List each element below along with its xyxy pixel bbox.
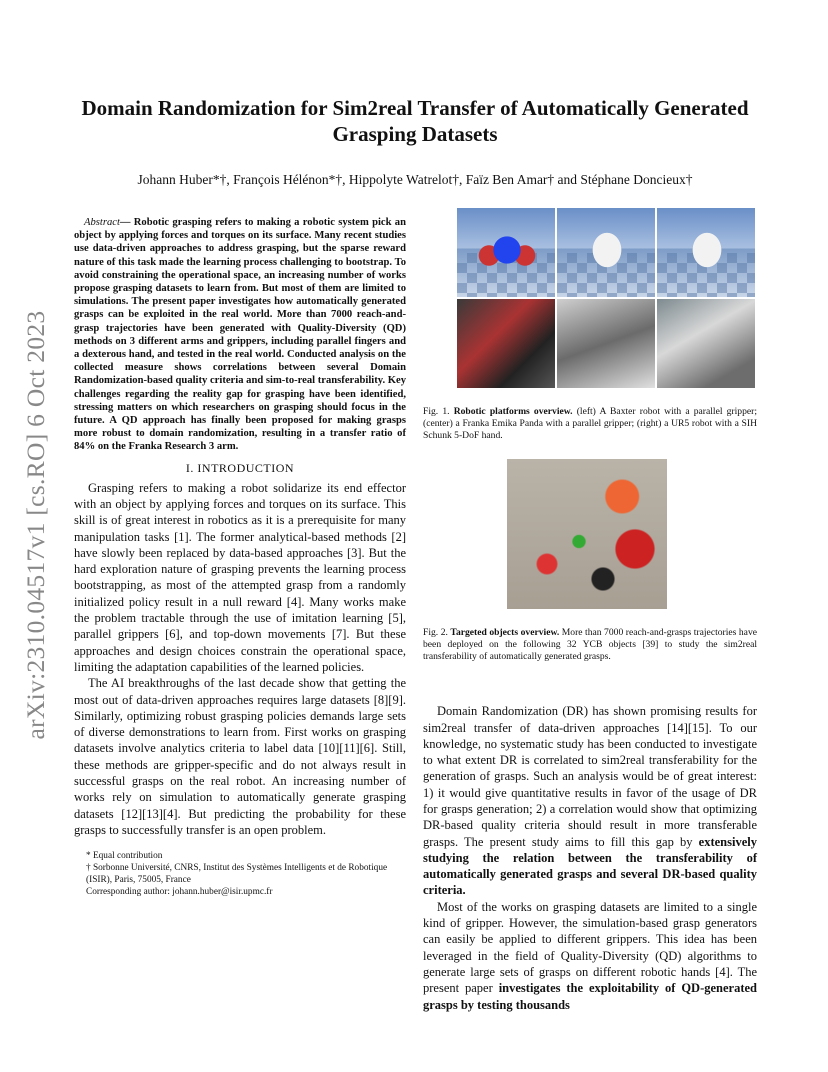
figure-2-caption (423, 627, 757, 664)
figure-1-image (457, 208, 755, 388)
sim-ur5-panel (657, 208, 755, 297)
abstract-text: — Robotic grasping refers to making a robotic system pick an object by applying forces and torques on its surface. Many recent studies use data-driven approaches to address grasping, but the sparse reward nature of this task made the learning process challenging to bootstrap. To avoid constraining the operational space, an increasing number of works propose grasping datasets to learn from. But most of them are limited to simulations. The present paper investigates how automatically generated grasps can be exploited in the real world. More than 7000 reach-and-grasp trajectories have been generated with Quality-Diversity (QD) methods on 3 different arms and grippers, including parallel fingers and a dexterous hand, and tested in the real world. Conducted analysis on the collected measure shows correlations between several Domain Randomization-based quality criteria and sim-to-real transferability. Key challenges regarding the reality gap for grasping have been identified, stressing matters on which researchers on grasping should focus in the future. A QD approach has finally been proposed for making grasps more robust to domain randomization, resulting in a transfer ratio of 84% on the Franka Research 3 arm. (74, 217, 407, 453)
abstract (74, 216, 406, 454)
right-column (423, 208, 757, 1013)
right-paragraph-2-text: Most of the works on grasping datasets are limited to a single kind of gripper. However, the simulation-based grasp generators can easily be applied to different grippers. This idea has been leveraged in the field of Quality-Diversity (QD) algorithms to generate large sets of grasps on different robotic hands [4]. The present paper (423, 899, 757, 996)
author-list: Johann Huber*†, François Hélénon*†, Hippolyte Watrelot†, Faïz Ben Amar† and Stéphane Doncieux† (137, 172, 693, 187)
footnote-corresponding-author: Corresponding author: johann.huber@isir.upmc.fr (86, 887, 273, 898)
right-paragraph-1-bold: extensively studying the relation between the transferability of automatically generated grasps and several DR-based quality criteria. (423, 834, 757, 898)
intro-paragraph-2: The AI breakthroughs of the last decade show that getting the most out of data-driven approaches requires large datasets [8][9]. Similarly, optimizing robust grasping policies demands large sets of diverse demonstrations to learn from. First works on grasping datasets involve analytics criteria to label data [10][11][6]. Still, these methods are gripper-specific and do not always result in successful grasps on the real robot. An increasing number of works rely on simulation to automatically generate grasping datasets [12][13][4]. But predicting the probability for these grasps to successfully transfer is an open problem. (74, 676, 406, 837)
real-panda-panel (557, 299, 655, 388)
footnotes (74, 850, 406, 898)
footnote-equal-contribution: * Equal contribution (86, 851, 163, 862)
figure-2-title: Targeted objects overview. (450, 626, 560, 638)
footnote-affiliation: † Sorbonne Université, CNRS, Institut des Systèmes Intelligents et de Robotique (ISIR), Paris, 75005, France (86, 863, 388, 886)
left-column (74, 216, 406, 898)
paper-title: Domain Randomization for Sim2real Transfer of Automatically Generated Grasping Datasets (81, 96, 749, 146)
figure-1-label: Fig. 1. (423, 406, 450, 417)
right-paragraph-1-text: Domain Randomization (DR) has shown promising results for sim2real transfer of data-driven approaches [14][15]. To our knowledge, no systematic study has been conducted to investigate to what extent DR is correlated to sim2real transferability for the generation of grasps. Such an analysis would be of great interest: 1) it would give quantitative results in favor of the usage of DR for grasps generation; 2) a correlation would show that optimizing DR-based quality criteria should result in more transferable grasps. The present study aims to fill this gap by (423, 704, 757, 849)
sim-panda-panel (557, 208, 655, 297)
arxiv-identifier: arXiv:2310.04517v1 [cs.RO] 6 Oct 2023 (21, 310, 50, 740)
real-baxter-panel (457, 299, 555, 388)
figure-2-label: Fig. 2. (423, 626, 448, 638)
right-paragraph-1 (423, 703, 757, 899)
figure-2-text: More than 7000 reach-and-grasps trajectories have been deployed on the following 32 YCB objects [39] to study the sim2real transferability of automatically generated grasps. (423, 626, 757, 663)
figure-1-caption (423, 406, 757, 443)
section-heading-introduction: I. INTRODUCTION (185, 460, 295, 475)
figure-1-title: Robotic platforms overview. (453, 406, 573, 417)
arxiv-sidebar (6, 290, 66, 760)
right-paragraph-2-bold: investigates the exploitability of QD-generated grasps by testing thousands (423, 981, 758, 1012)
intro-paragraph-1: Grasping refers to making a robot solidarize its end effector with an object by applying forces and torques on its surface. This skill is of great interest in robotics as it is a prerequisite for many manipulation tasks [1]. The former analytical-based methods [2] have slowly been replaced by data-based approaches [3]. But the hard exploration nature of grasping prevents the learning process bootstrapping, as most of the attempted grasp from a randomly initialized policy result in a null reward [4]. Many works make the problem tractable through the use of imitation learning [5], parallel grippers [6], and top-down movements [7]. But these approaches and design choices constrain the operational space, limiting the adaptation capabilities of the learned policies. (74, 480, 406, 674)
real-ur5-panel (657, 299, 755, 388)
sim-baxter-panel (457, 208, 555, 297)
right-paragraph-2 (423, 899, 757, 1013)
figure-1-text: (left) A Baxter robot with a parallel gripper; (center) a Franka Emika Panda with a parallel gripper; (right) a UR5 robot with a SIH Schunk 5-DoF hand. (423, 406, 758, 442)
figure-2-image (507, 459, 667, 609)
abstract-label: Abstract (84, 217, 120, 228)
